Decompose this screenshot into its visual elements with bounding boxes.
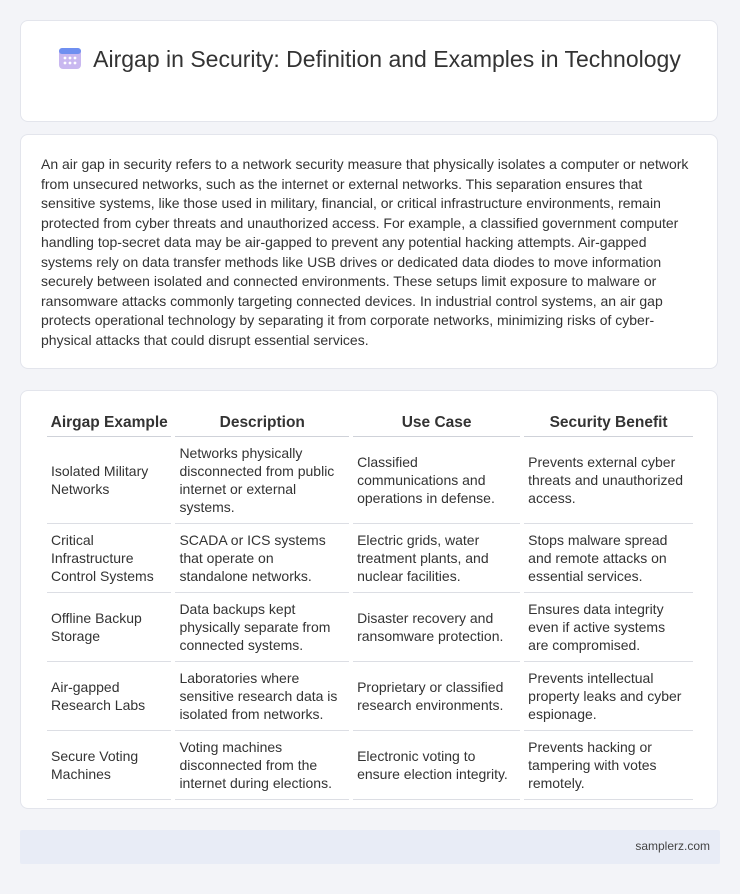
footer [20, 830, 720, 864]
table-cell: Laboratories where sensitive research data is isolated from networks. [175, 662, 349, 731]
column-header: Description [175, 411, 349, 437]
table-row [47, 437, 693, 524]
table-row [47, 731, 693, 800]
page-title-block [21, 45, 717, 74]
table-cell: Electronic voting to ensure election integrity. [353, 731, 520, 800]
table-cell: Proprietary or classified research environments. [353, 662, 520, 731]
table-cell: Data backups kept physically separate from connected systems. [175, 593, 349, 662]
table-cell: Classified communications and operations in defense. [353, 437, 520, 524]
table-row [47, 593, 693, 662]
intro-card [20, 134, 718, 369]
table-cell: Networks physically disconnected from public internet or external systems. [175, 437, 349, 524]
airgap-table [43, 411, 697, 800]
table-cell: Stops malware spread and remote attacks on essential services. [524, 524, 693, 593]
table-cell: Disaster recovery and ransomware protection. [353, 593, 520, 662]
calendar-icon [57, 45, 83, 71]
column-header: Airgap Example [47, 411, 171, 437]
table-cell: Electric grids, water treatment plants, and nuclear facilities. [353, 524, 520, 593]
table-cell: SCADA or ICS systems that operate on standalone networks. [175, 524, 349, 593]
table-header-row [47, 411, 693, 437]
table-cell: Ensures data integrity even if active systems are compromised. [524, 593, 693, 662]
intro-paragraph: An air gap in security refers to a network security measure that physically isolates a computer or network from unsecured networks, such as the internet or external networks. This separation ensures that sensitive systems, like those used in military, financial, or critical infrastructure environments, remain protected from cyber threats and unauthorized access. For example, a classified government computer handling top-secret data may be air-gapped to prevent any potential hacking attempts. Air-gapped systems rely on data transfer methods like USB drives or dedicated data diodes to move information securely between isolated and connected environments. These setups limit exposure to malware or ransomware attacks commonly targeting connected devices. In industrial control systems, an air gap protects operational technology by separating it from corporate networks, minimizing risks of cyber-physical attacks that could disrupt essential services. [41, 156, 689, 348]
table-cell: Secure Voting Machines [47, 731, 171, 800]
table-cell: Offline Backup Storage [47, 593, 171, 662]
table-cell: Critical Infrastructure Control Systems [47, 524, 171, 593]
footer-site-link[interactable]: samplerz.com [635, 839, 710, 853]
table-card [20, 390, 718, 809]
table-cell: Prevents hacking or tampering with votes remotely. [524, 731, 693, 800]
table-cell: Prevents intellectual property leaks and cyber espionage. [524, 662, 693, 731]
title-card [20, 20, 718, 122]
table-cell: Prevents external cyber threats and unauthorized access. [524, 437, 693, 524]
column-header: Security Benefit [524, 411, 693, 437]
table-row [47, 662, 693, 731]
table-cell: Voting machines disconnected from the internet during elections. [175, 731, 349, 800]
page-title: Airgap in Security: Definition and Examples in Technology [93, 46, 681, 72]
table-cell: Isolated Military Networks [47, 437, 171, 524]
column-header: Use Case [353, 411, 520, 437]
table-cell: Air-gapped Research Labs [47, 662, 171, 731]
table-row [47, 524, 693, 593]
